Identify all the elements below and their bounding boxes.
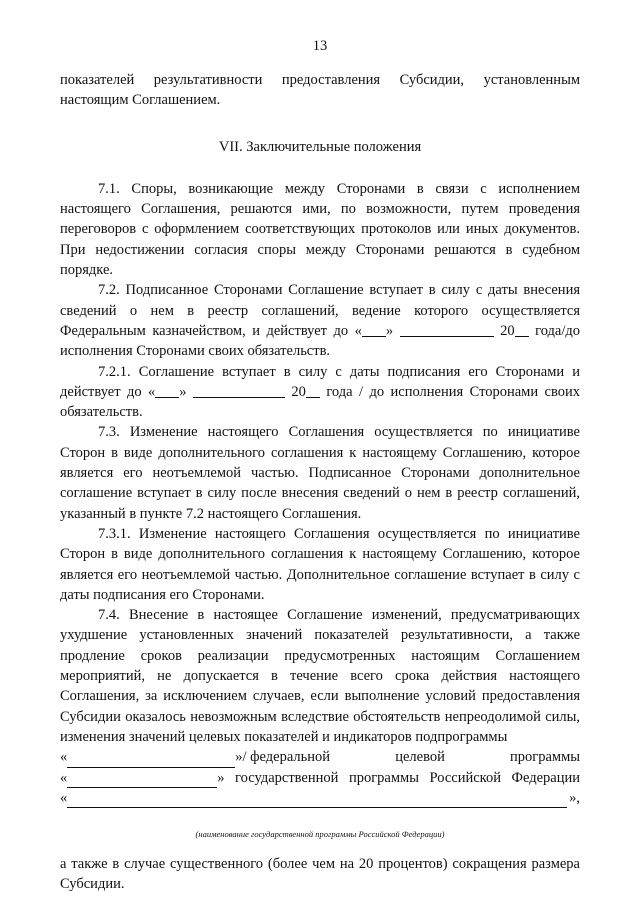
paragraph-7-2 bbox=[60, 280, 580, 361]
month-blank[interactable] bbox=[193, 383, 285, 398]
paragraph-7-2-1-text-b: » bbox=[179, 383, 187, 400]
month-blank[interactable] bbox=[400, 322, 494, 337]
fill-line-subprogram bbox=[60, 747, 580, 767]
paragraph-7-4: 7.4. Внесение в настоящее Соглашение изменений, предусматривающих ухудшение установленных значений показателей результативности, а также продление сроков реализации предусмотренных настоящим Соглашением мероприятий, не допускается в течение всего срока действия настоящего Соглашения, за исключением случаев, если выполнение условий предоставления Субсидии оказалось невозможным вследствие обстоятельств непреодолимой силы, изменения значений целевых показателей и индикаторов подпрограммы bbox=[60, 607, 580, 745]
day-blank[interactable] bbox=[362, 322, 386, 337]
year-blank[interactable] bbox=[515, 322, 529, 337]
fill-line-2-open: « bbox=[60, 769, 68, 786]
paragraph-7-3: 7.3. Изменение настоящего Соглашения осуществляется по инициативе Сторон в виде дополнительного соглашения к настоящему Соглашению, которое является его неотъемлемой частью. Подписанное Сторонами дополнительное соглашение вступает в силу после внесения сведений о нем в реестр соглашений, указанный в пункте 7.2 настоящего Соглашения. bbox=[60, 424, 580, 522]
page-number: 13 bbox=[312, 38, 328, 54]
paragraph-7-2-1-text-a: 7.2.1. Соглашение вступает в силу с даты подписания его Сторонами и действует до « bbox=[60, 363, 580, 400]
paragraph-7-3-1: 7.3.1. Изменение настоящего Соглашения осуществляется по инициативе Сторон в виде дополнительного соглашения к настоящему Соглашению, которое является его неотъемлемой частью. Дополнительное соглашение вступает в силу с даты подписания его Сторонами. bbox=[60, 525, 580, 603]
paragraph-7-2-text-c: 20 bbox=[500, 322, 515, 339]
fill-line-state-program bbox=[60, 788, 580, 808]
fill-line-1-word3: программы bbox=[510, 749, 581, 766]
fill-line-3-after: », bbox=[569, 789, 580, 806]
year-blank[interactable] bbox=[306, 383, 320, 398]
target-program-name-blank[interactable] bbox=[67, 773, 217, 788]
paragraph-7-2-1-text-d: года / до исполнения Сторонами своих обязательств. bbox=[60, 383, 580, 421]
fill-line-1-word2: целевой bbox=[395, 749, 445, 766]
fill-line-1-open: « bbox=[60, 749, 68, 766]
fill-line-1-after: »/ федеральной bbox=[235, 749, 331, 766]
paragraph-7-1: 7.1. Споры, возникающие между Сторонами в связи с исполнением настоящего Соглашения, решаются ими, по возможности, путем проведения переговоров с оформлением соответствующих протоколов или иных документов. При недостижении согласия споры между Сторонами решаются в судебном порядке. bbox=[60, 180, 580, 279]
paragraph-7-2-text-d: года/до исполнения Сторонами своих обязательств. bbox=[60, 322, 581, 360]
intro-paragraph: показателей результативности предоставления Субсидии, установленным настоящим Соглашением. bbox=[60, 72, 580, 109]
paragraph-7-2-text-b: » bbox=[385, 322, 394, 339]
closing-paragraph: а также в случае существенного (более чем на 20 процентов) сокращения размера Субсидии. bbox=[60, 856, 580, 893]
day-blank[interactable] bbox=[155, 383, 179, 398]
paragraph-7-2-text-a: 7.2. Подписанное Сторонами Соглашение вступает в силу с даты внесения сведений о нем в реестр соглашений, ведение которого осуществляется Федеральным казначейством, и действует до « bbox=[60, 282, 580, 339]
state-program-name-blank[interactable] bbox=[67, 793, 567, 808]
fill-line-3-open: « bbox=[60, 789, 68, 806]
subprogram-name-blank[interactable] bbox=[67, 753, 235, 768]
fill-line-target-program bbox=[60, 768, 580, 788]
section-title: VII. Заключительные положения bbox=[218, 138, 422, 155]
fill-line-2-after: » государственной программы Российской Федерации bbox=[217, 769, 580, 786]
state-program-caption: (наименование государственной программы Российской Федерации) bbox=[195, 829, 445, 840]
paragraph-7-2-1-text-c: 20 bbox=[291, 383, 306, 400]
paragraph-7-2-1 bbox=[60, 362, 580, 423]
document-body bbox=[60, 70, 580, 895]
